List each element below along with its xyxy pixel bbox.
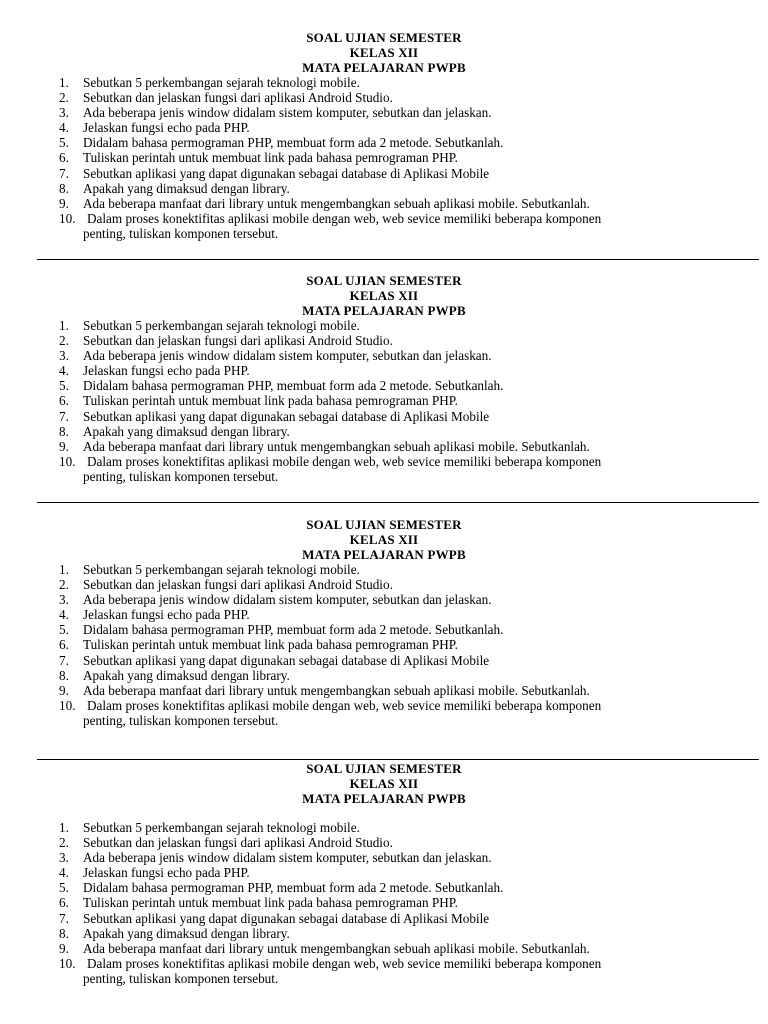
question-item bbox=[0, 105, 768, 120]
exam-header bbox=[0, 30, 768, 75]
exam-subject: MATA PELAJARAN PWPB bbox=[302, 791, 466, 806]
question-number: 9. bbox=[59, 438, 69, 454]
question-number: 5. bbox=[59, 880, 69, 896]
question-item bbox=[0, 181, 768, 196]
exam-header bbox=[0, 761, 768, 806]
question-number: 7. bbox=[59, 408, 69, 424]
question-number: 10. bbox=[59, 453, 76, 469]
question-text: Sebutkan dan jelaskan fungsi dari aplikasi Android Studio. bbox=[83, 835, 393, 851]
question-item bbox=[0, 211, 768, 241]
exam-header bbox=[0, 273, 768, 318]
question-text: Didalam bahasa permograman PHP, membuat form ada 2 metode. Sebutkanlah. bbox=[83, 135, 504, 151]
question-text: Jelaskan fungsi echo pada PHP. bbox=[83, 120, 250, 136]
question-text: Tuliskan perintah untuk membuat link pada bahasa pemrograman PHP. bbox=[83, 150, 458, 166]
question-list bbox=[0, 820, 768, 986]
question-item bbox=[0, 424, 768, 439]
question-number: 3. bbox=[59, 850, 69, 866]
question-text: Dalam proses konektifitas aplikasi mobile dengan web, web sevice memiliki beberapa komponen bbox=[87, 453, 602, 469]
exam-title: SOAL UJIAN SEMESTER bbox=[306, 761, 462, 776]
question-text: Sebutkan 5 perkembangan sejarah teknologi mobile. bbox=[83, 562, 360, 577]
question-number: 8. bbox=[59, 667, 69, 683]
exam-subject: MATA PELAJARAN PWPB bbox=[302, 547, 466, 562]
exam-section-2 bbox=[0, 273, 768, 484]
question-number: 6. bbox=[59, 895, 69, 911]
question-number: 8. bbox=[59, 925, 69, 941]
question-text-continued: penting, tuliskan komponen tersebut. bbox=[83, 468, 279, 484]
question-item bbox=[0, 698, 768, 728]
question-text: Apakah yang dimaksud dengan library. bbox=[83, 423, 290, 439]
question-number: 5. bbox=[59, 622, 69, 638]
question-item bbox=[0, 895, 768, 910]
question-item bbox=[0, 577, 768, 592]
question-number: 3. bbox=[59, 592, 69, 608]
question-item bbox=[0, 363, 768, 378]
exam-subject: MATA PELAJARAN PWPB bbox=[302, 60, 466, 75]
exam-title: SOAL UJIAN SEMESTER bbox=[306, 517, 462, 532]
exam-section-3 bbox=[0, 517, 768, 728]
section-divider bbox=[37, 259, 759, 260]
question-number: 2. bbox=[59, 333, 69, 349]
question-item bbox=[0, 850, 768, 865]
question-text: Dalam proses konektifitas aplikasi mobile dengan web, web sevice memiliki beberapa komponen bbox=[87, 955, 602, 971]
question-text-continued: penting, tuliskan komponen tersebut. bbox=[83, 970, 279, 986]
question-number: 9. bbox=[59, 940, 69, 956]
question-item bbox=[0, 75, 768, 90]
question-text: Sebutkan 5 perkembangan sejarah teknologi mobile. bbox=[83, 820, 360, 835]
question-text: Tuliskan perintah untuk membuat link pada bahasa pemrograman PHP. bbox=[83, 637, 458, 653]
question-item bbox=[0, 150, 768, 165]
question-number: 10. bbox=[59, 697, 76, 713]
question-text: Didalam bahasa permograman PHP, membuat form ada 2 metode. Sebutkanlah. bbox=[83, 378, 504, 394]
question-number: 6. bbox=[59, 393, 69, 409]
question-text: Didalam bahasa permograman PHP, membuat form ada 2 metode. Sebutkanlah. bbox=[83, 622, 504, 638]
question-item bbox=[0, 607, 768, 622]
question-text: Sebutkan aplikasi yang dapat digunakan sebagai database di Aplikasi Mobile bbox=[83, 165, 490, 181]
question-item bbox=[0, 562, 768, 577]
question-item bbox=[0, 820, 768, 835]
question-text: Sebutkan 5 perkembangan sejarah teknologi mobile. bbox=[83, 318, 360, 333]
question-item bbox=[0, 683, 768, 698]
question-number: 8. bbox=[59, 180, 69, 196]
exam-section-4 bbox=[0, 761, 768, 986]
question-item bbox=[0, 348, 768, 363]
question-number: 1. bbox=[59, 562, 69, 577]
question-text: Didalam bahasa permograman PHP, membuat form ada 2 metode. Sebutkanlah. bbox=[83, 880, 504, 896]
question-text: Dalam proses konektifitas aplikasi mobile dengan web, web sevice memiliki beberapa komponen bbox=[87, 697, 602, 713]
question-number: 9. bbox=[59, 195, 69, 211]
question-text: Apakah yang dimaksud dengan library. bbox=[83, 925, 290, 941]
question-item bbox=[0, 637, 768, 652]
question-number: 10. bbox=[59, 210, 76, 226]
exam-class: KELAS XII bbox=[349, 288, 419, 303]
question-item bbox=[0, 378, 768, 393]
question-list bbox=[0, 318, 768, 484]
question-text: Sebutkan aplikasi yang dapat digunakan sebagai database di Aplikasi Mobile bbox=[83, 652, 490, 668]
question-item bbox=[0, 622, 768, 637]
question-number: 1. bbox=[59, 318, 69, 333]
question-number: 7. bbox=[59, 652, 69, 668]
question-text: Tuliskan perintah untuk membuat link pada bahasa pemrograman PHP. bbox=[83, 393, 458, 409]
question-number: 7. bbox=[59, 165, 69, 181]
exam-section-1 bbox=[0, 30, 768, 241]
question-text: Sebutkan 5 perkembangan sejarah teknologi mobile. bbox=[83, 75, 360, 90]
question-item bbox=[0, 409, 768, 424]
question-text: Ada beberapa jenis window didalam sistem komputer, sebutkan dan jelaskan. bbox=[83, 850, 492, 866]
question-text: Apakah yang dimaksud dengan library. bbox=[83, 180, 290, 196]
question-text-continued: penting, tuliskan komponen tersebut. bbox=[83, 712, 279, 728]
question-text: Ada beberapa jenis window didalam sistem komputer, sebutkan dan jelaskan. bbox=[83, 105, 492, 121]
exam-class: KELAS XII bbox=[349, 532, 419, 547]
question-item bbox=[0, 196, 768, 211]
exam-class: KELAS XII bbox=[349, 776, 419, 791]
section-divider bbox=[37, 759, 759, 760]
question-text: Sebutkan dan jelaskan fungsi dari aplikasi Android Studio. bbox=[83, 90, 393, 106]
question-number: 1. bbox=[59, 75, 69, 90]
question-number: 3. bbox=[59, 348, 69, 364]
question-number: 7. bbox=[59, 910, 69, 926]
exam-class: KELAS XII bbox=[349, 45, 419, 60]
question-item bbox=[0, 454, 768, 484]
question-text-continued: penting, tuliskan komponen tersebut. bbox=[83, 225, 279, 241]
question-number: 6. bbox=[59, 637, 69, 653]
exam-title: SOAL UJIAN SEMESTER bbox=[306, 273, 462, 288]
question-list bbox=[0, 75, 768, 241]
question-text: Ada beberapa manfaat dari library untuk mengembangkan sebuah aplikasi mobile. Sebutkanlah. bbox=[83, 195, 590, 211]
question-item bbox=[0, 668, 768, 683]
question-item bbox=[0, 120, 768, 135]
question-number: 3. bbox=[59, 105, 69, 121]
question-text: Ada beberapa jenis window didalam sistem komputer, sebutkan dan jelaskan. bbox=[83, 592, 492, 608]
question-item bbox=[0, 865, 768, 880]
question-text: Ada beberapa jenis window didalam sistem komputer, sebutkan dan jelaskan. bbox=[83, 348, 492, 364]
question-text: Tuliskan perintah untuk membuat link pada bahasa pemrograman PHP. bbox=[83, 895, 458, 911]
question-number: 10. bbox=[59, 955, 76, 971]
question-text: Sebutkan aplikasi yang dapat digunakan sebagai database di Aplikasi Mobile bbox=[83, 408, 490, 424]
question-text: Dalam proses konektifitas aplikasi mobile dengan web, web sevice memiliki beberapa komponen bbox=[87, 210, 602, 226]
question-number: 9. bbox=[59, 682, 69, 698]
question-number: 6. bbox=[59, 150, 69, 166]
question-number: 2. bbox=[59, 577, 69, 593]
header-spacing bbox=[0, 806, 768, 820]
question-number: 5. bbox=[59, 135, 69, 151]
question-text: Ada beberapa manfaat dari library untuk mengembangkan sebuah aplikasi mobile. Sebutkanlah. bbox=[83, 682, 590, 698]
question-text: Sebutkan dan jelaskan fungsi dari aplikasi Android Studio. bbox=[83, 333, 393, 349]
question-text: Sebutkan dan jelaskan fungsi dari aplikasi Android Studio. bbox=[83, 577, 393, 593]
question-item bbox=[0, 956, 768, 986]
question-number: 8. bbox=[59, 423, 69, 439]
question-number: 2. bbox=[59, 835, 69, 851]
question-item bbox=[0, 835, 768, 850]
question-text: Apakah yang dimaksud dengan library. bbox=[83, 667, 290, 683]
question-text: Jelaskan fungsi echo pada PHP. bbox=[83, 865, 250, 881]
question-number: 4. bbox=[59, 865, 69, 881]
question-number: 4. bbox=[59, 120, 69, 136]
question-text: Jelaskan fungsi echo pada PHP. bbox=[83, 363, 250, 379]
question-item bbox=[0, 926, 768, 941]
question-number: 2. bbox=[59, 90, 69, 106]
question-item bbox=[0, 880, 768, 895]
question-text: Sebutkan aplikasi yang dapat digunakan sebagai database di Aplikasi Mobile bbox=[83, 910, 490, 926]
question-text: Jelaskan fungsi echo pada PHP. bbox=[83, 607, 250, 623]
question-text: Ada beberapa manfaat dari library untuk mengembangkan sebuah aplikasi mobile. Sebutkanlah. bbox=[83, 940, 590, 956]
question-number: 1. bbox=[59, 820, 69, 835]
question-item bbox=[0, 653, 768, 668]
question-item bbox=[0, 135, 768, 150]
section-divider bbox=[37, 502, 759, 503]
question-text: Ada beberapa manfaat dari library untuk mengembangkan sebuah aplikasi mobile. Sebutkanlah. bbox=[83, 438, 590, 454]
exam-subject: MATA PELAJARAN PWPB bbox=[302, 303, 466, 318]
exam-title: SOAL UJIAN SEMESTER bbox=[306, 30, 462, 45]
question-item bbox=[0, 166, 768, 181]
question-number: 4. bbox=[59, 363, 69, 379]
exam-header bbox=[0, 517, 768, 562]
question-list bbox=[0, 562, 768, 728]
question-item bbox=[0, 318, 768, 333]
question-item bbox=[0, 393, 768, 408]
question-item bbox=[0, 592, 768, 607]
question-number: 4. bbox=[59, 607, 69, 623]
question-item bbox=[0, 941, 768, 956]
question-number: 5. bbox=[59, 378, 69, 394]
question-item bbox=[0, 90, 768, 105]
question-item bbox=[0, 439, 768, 454]
question-item bbox=[0, 911, 768, 926]
question-item bbox=[0, 333, 768, 348]
